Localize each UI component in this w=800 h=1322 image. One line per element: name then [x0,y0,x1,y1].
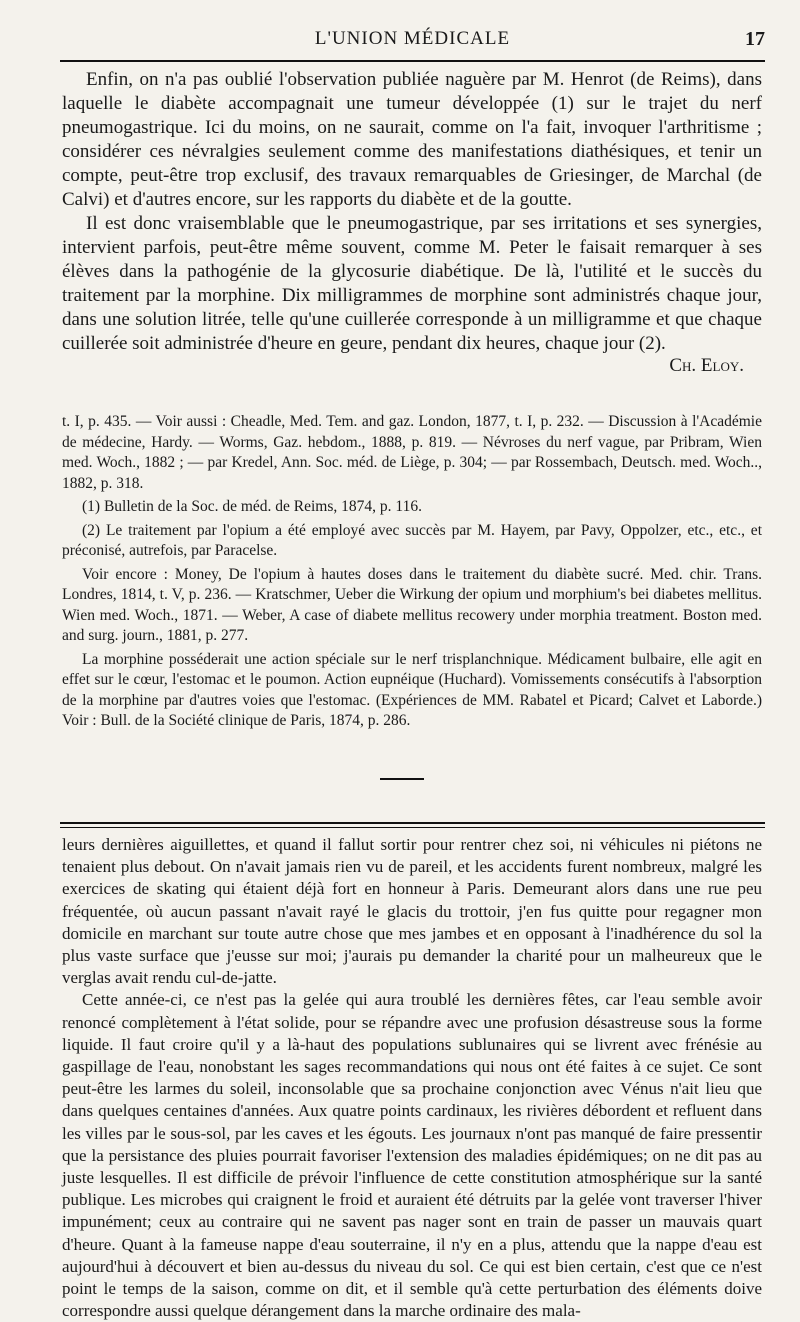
feuilleton-rule-top [60,822,765,824]
feuilleton-paragraph: leurs dernières aiguillettes, et quand il fallut sortir pour rentrer chez soi, ni véhicules ni piétons ne tenaient plus debout. On n'avait jamais rien vu de pareil, et les accidents furent nombreux, malgré les exercices de skating qui étaient déjà fort en honneur à Paris. Demeurant alors dans une rue peu fréquentée, où aucun passant n'avait rayé le glacis du trottoir, j'en fus quitte pour regagner mon domicile en marchant sur toute autre chose que mes jambes et en opposant à l'inadhérence du sol la plus vaste surface que j'eusse sur moi; j'aurais pu demander la charité pour un malheureux que le verglas avait rendu cul-de-jatte. [62,835,762,988]
header-rule [60,60,765,62]
footnote-continuation: t. I, p. 435. — Voir aussi : Cheadle, Med. Tem. and gaz. London, 1877, t. I, p. 232. — Discussion à l'Académie de médecine, Hardy. — Worms, Gaz. hebdom., 1888, p. 819. — Névroses du nerf vague, par Pribram, Wien med. Woch., 1882 ; — par Kredel, Ann. Soc. méd. de Liège, p. 304; — par Rossembach, Deutsch. med. Woch.., 1882, p. 318. [62,413,762,492]
feuilleton-rule-bottom [60,827,765,828]
feuilleton-body [62,834,762,1322]
journal-title: L'UNION MÉDICALE [314,28,511,49]
article-paragraph: Enfin, on n'a pas oublié l'observation publiée naguère par M. Henrot (de Reims), dans laquelle le diabète accompagnait une tumeur développée (1) sur le trajet du nerf pneumogastrique. Ici du moins, on ne saurait, comme on l'a fait, invoquer l'arthritisme ; considérer ces névralgies seulement comme des manifestations diathésiques, et tenir un compte, peut-être trop exclusif, des travaux remarquables de Griesinger, de Marchal (de Calvi) et d'autres encore, sur les rapports du diabète et de la goutte. [62,69,762,210]
author-signature: Ch. Eloy. [669,355,744,376]
feuilleton-paragraph: Cette année-ci, ce n'est pas la gelée qui aura troublé les dernières fêtes, car l'eau semble avoir renoncé complètement à l'état solide, pour se répandre avec une profusion désastreuse sous la forme liquide. Il faut croire qu'il y a là-haut des populations sublunaires qui se livrent avec frénésie au gaspillage de l'eau, nonobstant les sages recommandations qui nous ont été faites à ce sujet. Ce sont peut-être les larmes du soleil, inconsolable que sa prochaine conjonction avec Vénus n'ait lieu que dans quelques centaines d'années. Aux quatre points cardinaux, les rivières débordent et refluent dans les villes par le sous-sol, par les caves et les égouts. Les journaux n'ont pas manqué de faire pressentir que la persistance des pluies pourrait favoriser l'extension des maladies épidémiques; on ne dit pas au juste lesquelles. Il est difficile de prévoir l'influence de cette constitution atmosphérique sur la santé publique. Les microbes qui craignent le froid et auraient été détruits par la gelée vont traverser l'hiver impunément; ceux au contraire qui ne savent pas nager sont en train de passer un mauvais quart d'heure. Quant à la fameuse nappe d'eau souterraine, il n'y en a plus, attendu que la nappe d'eau est aujourd'hui à découvert et bien au-dessus du niveau du sol. Ce qui est bien certain, c'est que ce n'est point le temps de la saison, comme on dit, et il semble qu'à cette perturbation des éléments doive correspondre aussi quelque dérangement dans la marche ordinaire des mala- [62,990,762,1321]
footnotes [62,412,762,735]
running-header [60,28,765,54]
page-number: 17 [745,28,765,50]
article-body [62,68,762,378]
footnote-morphine: La morphine posséderait une action spéciale sur le nerf trisplanchnique. Médicament bulbaire, elle agit en effet sur le cœur, l'estomac et le poumon. Action eupnéique (Huchard). Vomissements consécutifs à l'absorption de la morphine par d'autres voies que l'estomac. (Expériences de MM. Rabatel et Picard; Calvet et Laborde.) Voir : Bull. de la Société clinique de Paris, 1874, p. 286. [62,650,762,729]
footnote-voir-encore: Voir encore : Money, De l'opium à hautes doses dans le traitement du diabète sucré. Med. chir. Trans. Londres, 1814, t. V, p. 236. — Kratschmer, Ueber die Wirkung der opium und morphium's bei diabetes mellitus. Wien med. Woch., 1871. — Weber, A case of diabete mellitus recowery under morphia treatment. Boston med. and surg. journ., 1881, p. 277. [62,565,762,644]
footnote-1: (1) Bulletin de la Soc. de méd. de Reims, 1874, p. 116. [82,498,422,515]
article-paragraph: Il est donc vraisemblable que le pneumogastrique, par ses irritations et ses synergies, intervient parfois, peut-être même souvent, comme M. Peter le faisait remarquer à ses élèves dans la pathogénie de la glycosurie diabétique. De là, l'utilité et le succès du traitement par la morphine. Dix milligrammes de morphine sont administrés chaque jour, dans une solution litrée, telle qu'une cuillerée corresponde à un milligramme et que chaque cuillerée soit administrée d'heure en geure, pendant dix heures, chaque jour (2). [62,213,762,354]
footnote-2: (2) Le traitement par l'opium a été employé avec succès par M. Hayem, par Pavy, Oppolzer, etc., etc., et préconisé, autrefois, par Paracelse. [62,521,762,559]
section-end-rule [380,778,424,780]
